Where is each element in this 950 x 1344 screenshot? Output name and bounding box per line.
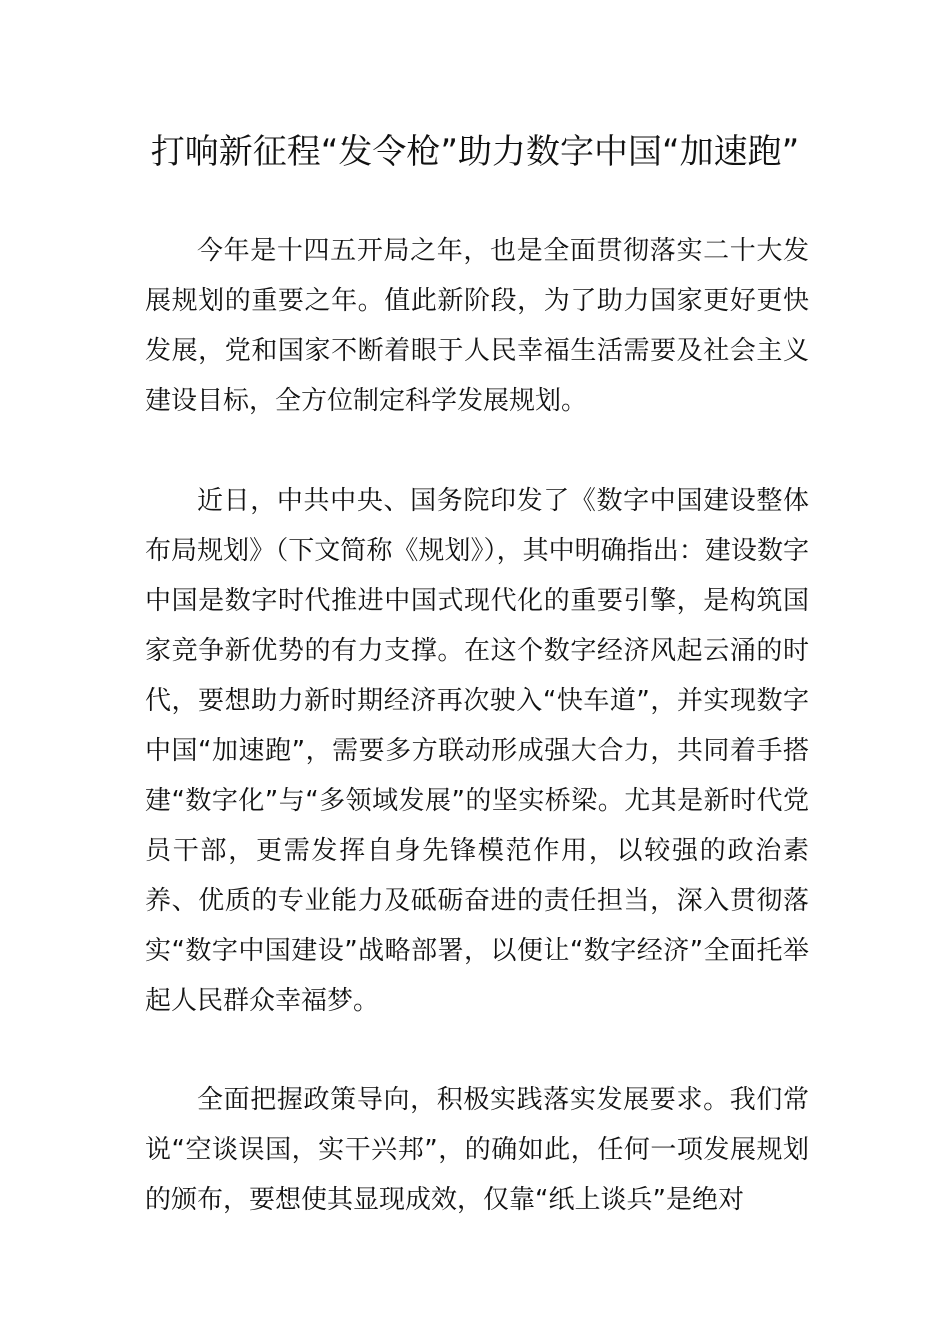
document-title: 打响新征程“发令枪”助力数字中国“加速跑” — [150, 132, 800, 172]
paragraph-plan: 近日，中共中央、国务院印发了《数字中国建设整体布局规划》（下文简称《规划》），其中明确指出：建设数字中国是数字时代推进中国式现代化的重要引擎，是构筑国家竞争新优势的有力支撑。在这个数字经济风起云涌的时代，要想助力新时期经济再次驶入“快车道”，并实现数字中国“加速跑”，需要多方联动形成强大合力，共同着手搭建“数字化”与“多领域发展”的坚实桥梁。尤其是新时代党员干部，更需发挥自身先锋模范作用，以较强的政治素养、优质的专业能力及砥砺奋进的责任担当，深入贯彻落实“数字中国建设”战略部署，以便让“数字经济”全面托举起人民群众幸福梦。 — [145, 486, 809, 1016]
paragraph-policy: 全面把握政策导向，积极实践落实发展要求。我们常说“空谈误国，实干兴邦”，的确如此，任何一项发展规划的颁布，要想使其显现成效，仅靠“纸上谈兵”是绝对 — [145, 1085, 809, 1215]
paragraph-intro: 今年是十四五开局之年，也是全面贯彻落实二十大发展规划的重要之年。值此新阶段，为了助力国家更好更快发展，党和国家不断着眼于人民幸福生活需要及社会主义建设目标，全方位制定科学发展规划。 — [145, 236, 809, 416]
